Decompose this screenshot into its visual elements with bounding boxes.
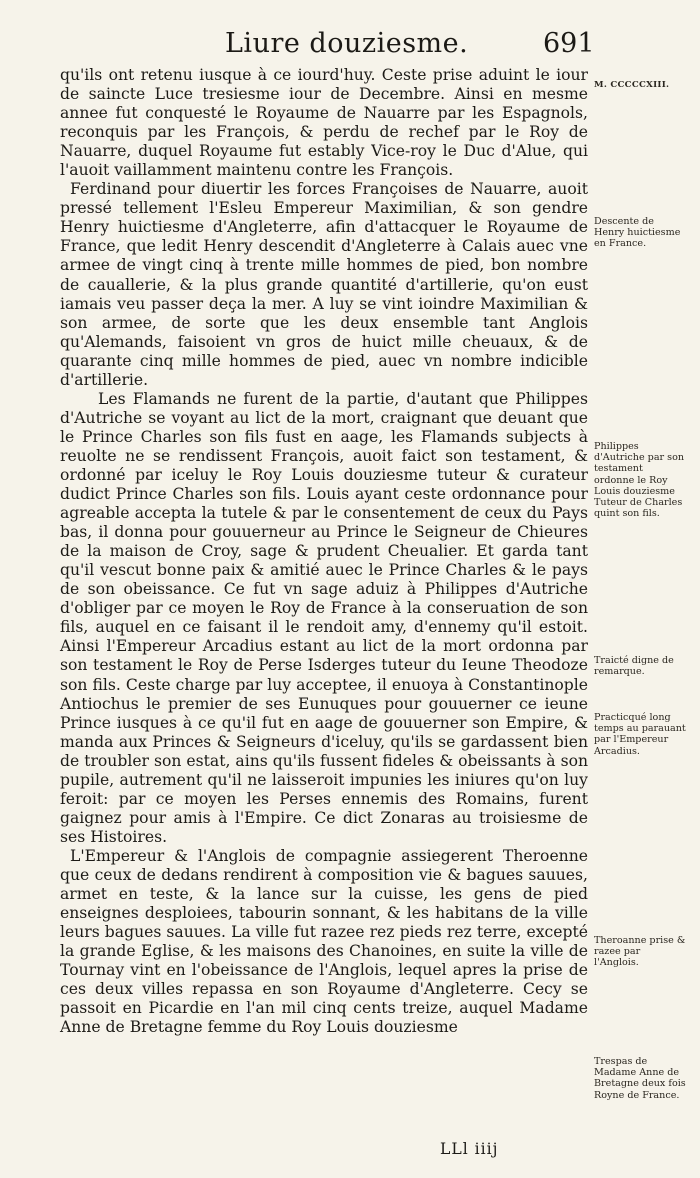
- margin-note-year: M. CCCCCXIII.: [594, 80, 670, 90]
- margin-note-5: Theroanne prise & razee par l'Anglois.: [594, 935, 686, 969]
- page-header: [0, 28, 700, 68]
- main-text-column: [60, 66, 588, 1037]
- paragraph-1: qu'ils ont retenu iusque à ce iourd'huy. Ceste prise aduint le iour de saincte Luce tresiesme iour de Decembre. Ainsi en mesme annee fut conquesté le Royaume de Nauarre par les Espagnols, reconquis par les François, & perdu de rechef par le Roy de Nauarre, duquel Royaume fut estably Vice-roy le Duc d'Alue, qui l'auoit vaillamment maintenu contre les François.: [60, 66, 588, 180]
- page-number: 691: [543, 28, 595, 59]
- margin-note-1: Descente de Henry huictiesme en France.: [594, 216, 681, 250]
- paragraph-4: L'Empereur & l'Anglois de compagnie assiegerent Theroenne que ceux de dedans rendirent à composition vie & bagues sauues, armet en teste, & la lance sur la cuisse, les gens de pied enseignes desploiees, tabourin sonnant, & les habitans de la ville leurs bagues sauues. La ville fut razee rez pieds rez terre, excepté la grande Eglise, & les maisons des Chanoines, en suite la ville de Tournay vint en l'obeissance de l'Anglois, lequel apres la prise de ces deux villes repassa en son Royaume d'Angleterre. Cecy se passoit en Picardie en l'an mil cinq cents treize, auquel Madame Anne de Bretagne femme du Roy Louis douziesme: [60, 846, 588, 1037]
- running-title: Liure douziesme.: [225, 28, 469, 59]
- margin-note-3: Traicté digne de remarque.: [594, 655, 674, 678]
- paragraph-2: Ferdinand pour diuertir les forces Françoises de Nauarre, auoit pressé tellement l'Esleu Empereur Maximilian, & son gendre Henry huictiesme d'Angleterre, afin d'attacquer le Royaume de France, que ledit Henry descendit d'Angleterre à Calais auec vne armee de vingt cinq à trente mille hommes de pied, bon nombre de cauallerie, & la plus grande quantité d'artillerie, qu'on eust iamais veu passer deça la mer. A luy se vint ioindre Maximilian & son armee, de sorte que les deux ensemble tant Anglois qu'Alemands, faisoient vn gros de huict mille cheuaux, & de quarante cinq mille hommes de pied, auec vn nombre indicible d'artillerie.: [60, 180, 588, 389]
- paragraph-3: Les Flamands ne furent de la partie, d'autant que Philippes d'Autriche se voyant au lict de la mort, craignant que deuant que le Prince Charles son fils fust en aage, les Flamands subjects à reuolte ne se rendissent François, auoit faict son testament, & ordonné par iceluy le Roy Louis douziesme tuteur & curateur dudict Prince Charles son fils. Louis ayant ceste ordonnance pour agreable accepta la tutele & par le consentement de ceux du Pays bas, il donna pour gouuerneur au Prince le Seigneur de Chieures de la maison de Croy, sage & prudent Cheualier. Et garda tant qu'il vescut bonne paix & amitié auec le Prince Charles & le pays de son obeissance. Ce fut vn sage aduiz à Philippes d'Autriche d'obliger par ce moyen le Roy de France à la conseruation de son fils, auquel en ce faisant il le rendoit amy, d'ennemy qu'il estoit. Ainsi l'Empereur Arcadius estant au lict de la mort ordonna par son testament le Roy de Perse Isderges tuteur du Ieune Theodoze son fils. Ceste charge par luy acceptee, il enuoya à Constantinople Antiochus le premier de ses Eunuques pour gouuerner ce ieune Prince iusques à ce qu'il fut en aage de gouuerner son Empire, & manda aux Princes & Seigneurs d'iceluy, qu'ils se gardassent bien de troubler son estat, ains qu'ils fussent fideles & obeissants à son pupile, autrement qu'il ne laisseroit impunies les iniures qu'on luy feroit: par ce moyen les Perses ennemis des Romains, furent gaignez pour amis à l'Empire. Ce dict Zonaras au troisiesme de ses Histoires.: [60, 389, 588, 846]
- margin-note-2: Philippes d'Autriche par son testament ordonne le Roy Louis douziesme Tuteur de Charles quint son fils.: [594, 441, 685, 520]
- margin-note-6: Trespas de Madame Anne de Bretagne deux fois Royne de France.: [594, 1056, 686, 1101]
- signature-mark: LLl iiij: [440, 1140, 499, 1158]
- margin-note-4: Practicqué long temps au parauant par l'Empereur Arcadius.: [594, 712, 686, 757]
